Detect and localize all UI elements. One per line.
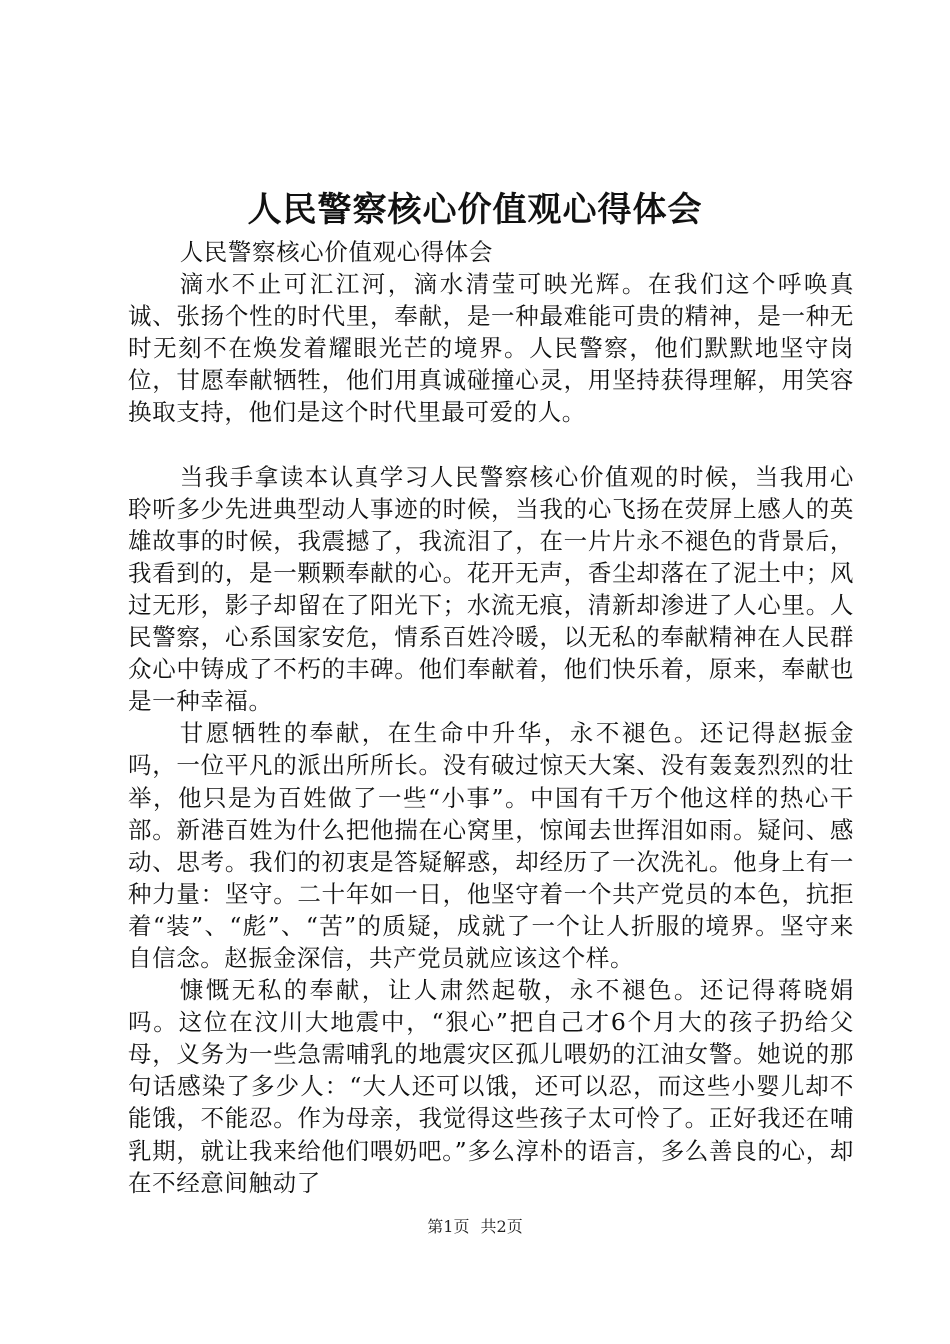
body-paragraph: 甘愿牺牲的奉献，在生命中升华，永不褪色。还记得赵振金吗，一位平凡的派出所所长。没有破过惊天大案、没有轰轰烈烈的壮举，他只是为百姓做了一些“小事”。中国有千万个他这样的热心干部。新港百姓为什么把他揣在心窝里，惊闻去世挥泪如雨。疑问、感动、思考。我们的初衷是答疑解惑，却经历了一次洗礼。他身上有一种力量：坚守。二十年如一日，他坚守着一个共产党员的本色，抗拒着“装”、“彪”、“苦”的质疑，成就了一个让人折服的境界。坚守来自信念。赵振金深信，共产党员就应该这个样。 [128, 719, 854, 972]
document-body [128, 236, 854, 1199]
page-footer [0, 1214, 950, 1237]
body-paragraph: 滴水不止可汇江河，滴水清莹可映光辉。在我们这个呼唤真诚、张扬个性的时代里，奉献，是一种最难能可贵的精神，是一种无时无刻不在焕发着耀眼光芒的境界。人民警察，他们默默地坚守岗位，甘愿奉献牺牲，他们用真诚碰撞心灵，用坚持获得理解，用笑容换取支持，他们是这个时代里最可爱的人。 [128, 270, 854, 427]
body-paragraph: 慷慨无私的奉献，让人肃然起敬，永不褪色。还记得蒋晓娟吗。这位在汶川大地震中，“狠心”把自己才6个月大的孩子扔给父母，义务为一些急需哺乳的地震灾区孤儿喂奶的江油女警。她说的那句话感染了多少人：“大人还可以饿，还可以忍，而这些小婴儿却不能饿，不能忍。作为母亲，我觉得这些孩子太可怜了。正好我还在哺乳期，就让我来给他们喂奶吧。”多么淳朴的语言，多么善良的心，却在不经意间触动了 [128, 976, 854, 1197]
subtitle-paragraph: 人民警察核心价值观心得体会 [179, 238, 493, 266]
page-number: 第1页 [427, 1217, 470, 1236]
body-paragraph: 当我手拿读本认真学习人民警察核心价值观的时候，当我用心聆听多少先进典型动人事迹的时候，当我的心飞扬在荧屏上感人的英雄故事的时候，我震撼了，我流泪了，在一片片永不褪色的背景后，我看到的，是一颗颗奉献的心。花开无声，香尘却落在了泥土中；风过无形，影子却留在了阳光下；水流无痕，清新却渗进了人心里。人民警察，心系国家安危，情系百姓冷暖，以无私的奉献精神在人民群众心中铸成了不朽的丰碑。他们奉献着，他们快乐着，原来，奉献也是一种幸福。 [128, 462, 854, 716]
page-total: 共2页 [480, 1217, 523, 1236]
document-title: 人民警察核心价值观心得体会 [247, 190, 703, 230]
